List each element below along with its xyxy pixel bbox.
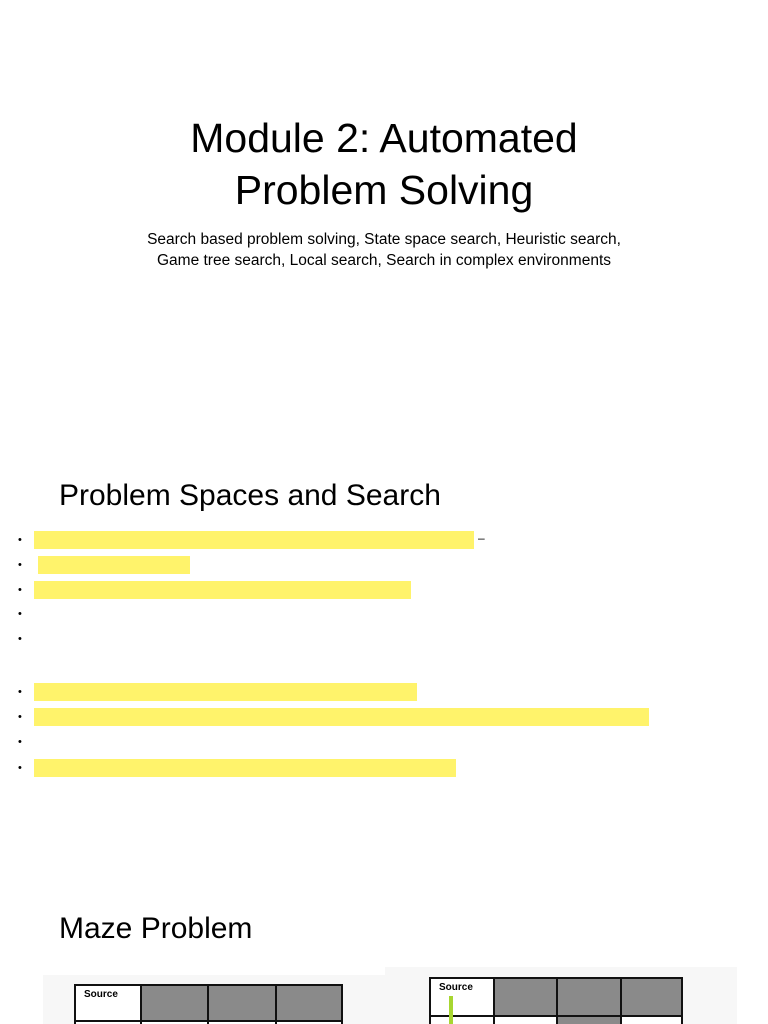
maze-wall-cell <box>495 979 556 1015</box>
maze-open-cell <box>431 1017 493 1024</box>
bullet-item <box>0 682 768 702</box>
maze-wall-cell <box>142 986 207 1020</box>
slide1-subtitle-line2: Game tree search, Local search, Search in complex environments <box>156 252 612 269</box>
slide2-title: Problem Spaces and Search <box>59 479 441 512</box>
bullet-glyph: • <box>18 534 22 546</box>
maze-wall-cell <box>558 979 620 1015</box>
slide3-title: Maze Problem <box>59 912 253 945</box>
maze-wall-cell <box>209 986 275 1020</box>
bullet-glyph: • <box>18 584 22 596</box>
slide1-title <box>0 112 768 216</box>
slide1-subtitle-line1: Search based problem solving, State space search, Heuristic search, <box>147 231 621 248</box>
bullet-item <box>0 707 768 727</box>
maze-source-cell: Source <box>76 986 140 1020</box>
redacted-highlight <box>38 556 190 574</box>
maze-open-cell <box>622 1017 681 1024</box>
bullet-glyph: • <box>18 633 22 645</box>
slide1-title-line2: Problem Solving <box>234 167 534 213</box>
bullet-glyph: • <box>18 559 22 571</box>
maze-wall-cell <box>558 1017 620 1024</box>
slide1-subtitle <box>0 229 768 271</box>
bullet-item <box>0 555 768 575</box>
maze-wall-cell <box>277 986 341 1020</box>
maze-open-cell <box>495 1017 556 1024</box>
bullet-item <box>0 629 768 649</box>
dash-glyph: – <box>478 531 485 545</box>
redacted-highlight <box>34 531 474 549</box>
maze-solution-path <box>449 996 453 1024</box>
bullet-item <box>0 732 768 752</box>
redacted-highlight <box>34 759 456 777</box>
bullet-item <box>0 758 768 778</box>
bullet-item <box>0 530 768 550</box>
bullet-glyph: • <box>18 711 22 723</box>
maze-grid-right <box>429 977 683 1024</box>
slide1-title-line1: Module 2: Automated <box>190 115 578 161</box>
bullet-glyph: • <box>18 608 22 620</box>
bullet-item <box>0 604 768 624</box>
bullet-glyph: • <box>18 686 22 698</box>
bullet-glyph: • <box>18 762 22 774</box>
redacted-highlight <box>34 683 417 701</box>
maze-grid-left <box>74 984 343 1024</box>
bullet-glyph: • <box>18 736 22 748</box>
redacted-highlight <box>34 708 649 726</box>
bullet-item <box>0 580 768 600</box>
redacted-highlight <box>34 581 411 599</box>
maze-source-cell: Source <box>431 979 493 1015</box>
maze-wall-cell <box>622 979 681 1015</box>
